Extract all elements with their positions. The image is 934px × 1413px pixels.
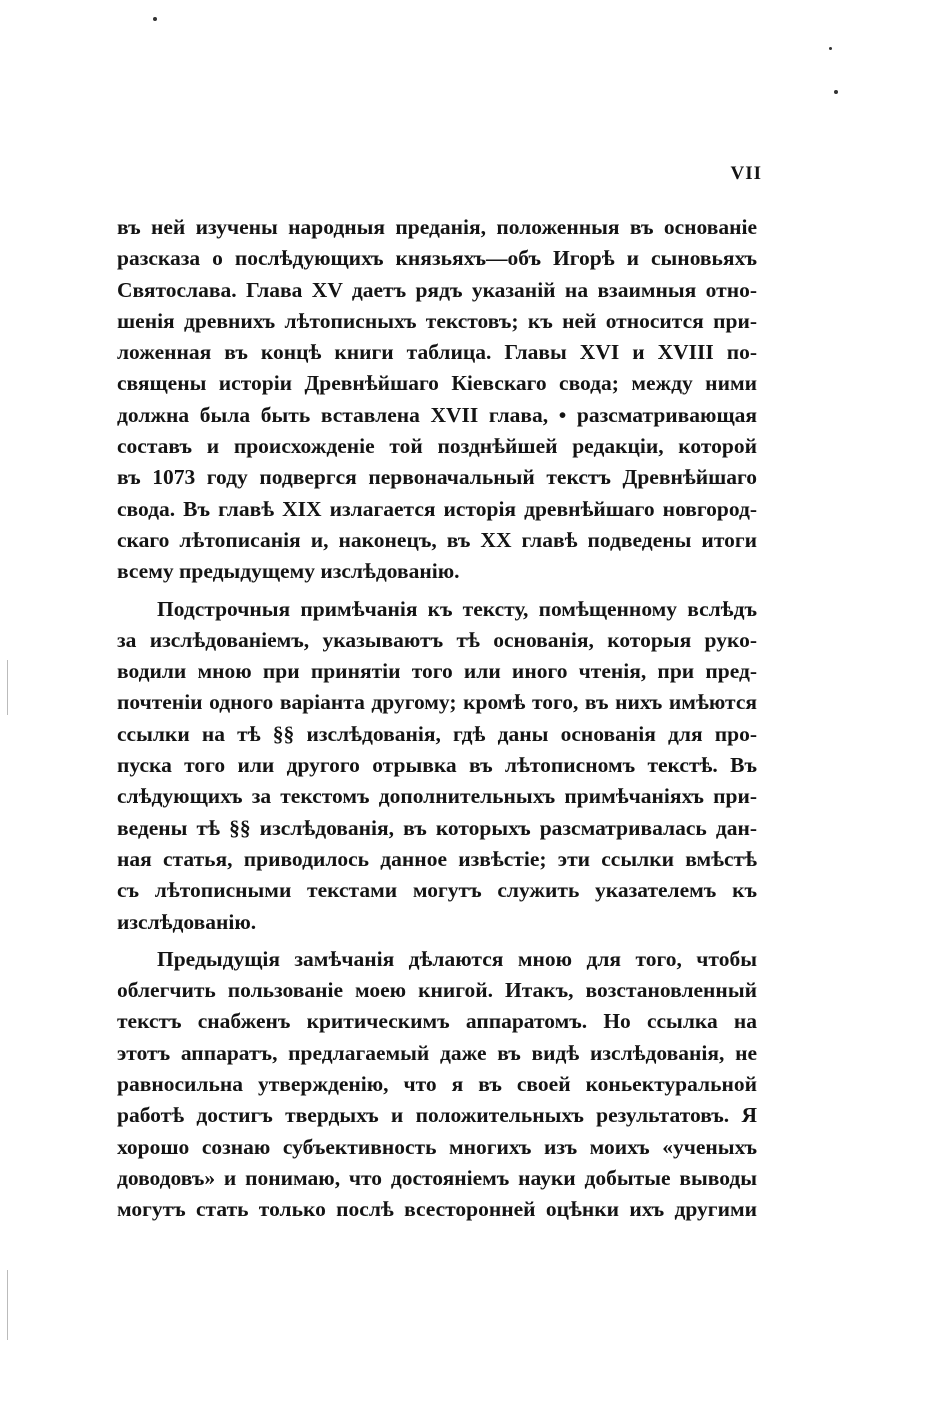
text-line: водили мною при принятіи того или иного чтенія, при пред- [117, 659, 757, 684]
text-line: доводовъ» и понимаю, что достояніемъ науки добытые выводы [117, 1165, 757, 1190]
text-line: изслѣдованію. [117, 909, 257, 934]
text-line: слѣдующихъ за текстомъ дополнительныхъ примѣчаніяхъ при- [117, 784, 757, 809]
text-line: всему предыдущему изслѣдованію. [117, 559, 460, 584]
page-number: VII [730, 163, 762, 184]
text-line: ссылки на тѣ §§ изслѣдованія, гдѣ даны основанія для про- [117, 721, 757, 746]
text-line: съ лѣтописными текстами могутъ служить указателемъ къ [117, 878, 757, 903]
print-speck [829, 47, 832, 50]
text-line: за изслѣдованіемъ, указываютъ тѣ основанія, которыя руко- [117, 627, 757, 652]
scan-edge-mark [7, 1270, 8, 1340]
text-line: облегчить пользованіе моею книгой. Итакъ, возстановленный [117, 978, 757, 1003]
text-line: разсказа о послѣдующихъ князьяхъ—объ Игорѣ и сыновьяхъ [117, 246, 757, 271]
text-line: могутъ стать только послѣ всесторонней оцѣнки ихъ другими [117, 1197, 757, 1222]
paragraph-2 [117, 594, 757, 938]
text-line: шенія древнихъ лѣтописныхъ текстовъ; къ ней относится при- [117, 308, 757, 333]
text-line: хорошо сознаю субъективность многихъ изъ моихъ «ученыхъ [117, 1134, 757, 1159]
text-line: въ ней изучены народныя преданія, положенныя въ основаніе [117, 215, 757, 239]
text-line: ведены тѣ §§ изслѣдованія, въ которыхъ разсматривалась дан- [117, 815, 757, 840]
text-line: скаго лѣтописанія и, наконецъ, въ XX главѣ подведены итоги [117, 527, 757, 552]
text-line: составъ и происхожденіе той позднѣйшей редакціи, которой [117, 434, 757, 459]
text-line: Подстрочныя примѣчанія къ тексту, помѣщенному вслѣдъ [157, 596, 757, 621]
text-line: должна была быть вставлена XVII глава, • разсматривающая [117, 402, 757, 427]
paragraph-3 [117, 944, 757, 1226]
body-text [117, 212, 757, 1226]
text-line: свода. Въ главѣ XIX излагается исторія древнѣйшаго новгород- [117, 496, 757, 521]
text-line: работѣ достигъ твердыхъ и положительныхъ результатовъ. Я [117, 1103, 757, 1128]
text-line: въ 1073 году подвергся первоначальный текстъ Древнѣйшаго [117, 465, 757, 490]
text-line: равносильна утвержденію, что я въ своей коньектуральной [117, 1072, 757, 1097]
text-line: Предыдущія замѣчанія дѣлаются мною для того, чтобы [157, 946, 757, 971]
scan-edge-mark [7, 660, 8, 715]
text-line: почтеніи одного варіанта другому; кромѣ того, въ нихъ имѣются [117, 690, 757, 715]
paragraph-1 [117, 212, 757, 588]
print-speck [153, 17, 157, 21]
text-line: священы исторіи Древнѣйшаго Кіевскаго свода; между ними [117, 371, 757, 396]
text-line: ложенная въ концѣ книги таблица. Главы XVI и XVIII по- [117, 340, 757, 365]
print-speck [834, 90, 838, 94]
text-line: Святослава. Глава XV даетъ рядъ указаній на взаимныя отно- [117, 277, 757, 302]
text-line: текстъ снабженъ критическимъ аппаратомъ. Но ссылка на [117, 1009, 757, 1034]
text-line: ная статья, приводилось данное извѣстіе; эти ссылки вмѣстѣ [117, 846, 757, 871]
text-line: этотъ аппаратъ, предлагаемый даже въ видѣ изслѣдованія, не [117, 1040, 757, 1065]
text-line: пуска того или другого отрывка въ лѣтописномъ текстѣ. Въ [117, 753, 757, 778]
